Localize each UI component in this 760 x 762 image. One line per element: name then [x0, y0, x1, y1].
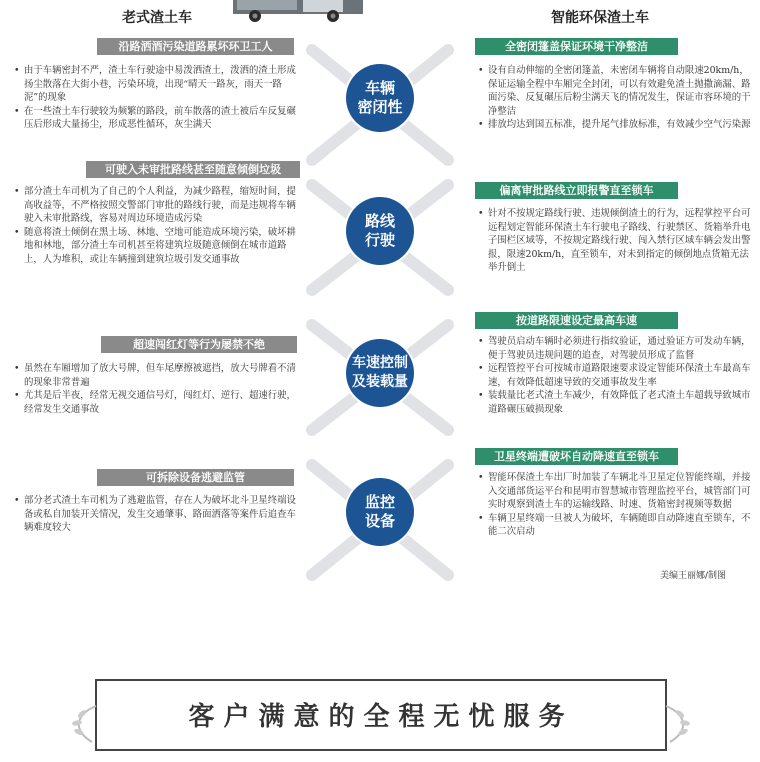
list-item: • 装载量比老式渣土车减少，有效降低了老式渣土车超载导致城市道路碾压破损现象 [478, 389, 752, 416]
credit-text: 美编王丽娜/制图 [660, 571, 727, 581]
footer-slogan: 客户满意的全程无忧服务 [188, 702, 574, 732]
list-item: • 智能环保渣土车出厂时加装了车辆北斗卫星定位智能终端，并接入交通部货运平台和昆明市智慧城市管理监控平台，城管部门可实时观察到渣土车的运输线路、时速、货箱密封视频等数据 [478, 471, 752, 512]
left-banner-route: 可驶入未审批路线甚至随意倾倒垃圾 [86, 161, 300, 178]
right-list-speed [478, 335, 752, 417]
list-item: • 远程管控平台可按城市道路限速要求设定智能环保渣土车最高车速，有效降低超速导致的交通事故发生率 [478, 362, 752, 389]
left-list-sealing [14, 64, 304, 132]
list-item: • 部分老式渣土车司机为了逃避监管，存在人为破坏北斗卫星终端设备或私自加装开关情况，发生交通肇事、路面洒落等案件后追查车辆难度较大 [14, 494, 304, 535]
right-banner-speed: 按道路限速设定最高车速 [475, 312, 678, 329]
left-list-speed [14, 362, 304, 416]
list-item: • 部分渣土车司机为了自己的个人利益，为减少路程，缩短时间，提高收益等，不严格按照交警部门审批的路线行驶，而是违规将车辆驶入未审批路线，容易对周边环境造成污染 [14, 185, 304, 226]
list-item: • 在一些渣土车行驶较为频繁的路段，前车散落的渣土被后车反复碾压后形成大量扬尘，形成恶性循环，灰尘满天 [14, 105, 304, 132]
left-column-title: 老式渣土车 [122, 10, 192, 26]
list-item: • 尤其是后半夜，经常无视交通信号灯，闯红灯、逆行、超速行驶，经常发生交通事故 [14, 389, 304, 416]
badge-sealing: 车辆 密闭性 [346, 64, 414, 132]
list-item: • 随意将渣土倾倒在黑土场、林地、空地可能造成环境污染，破坏耕地和林地，部分渣土车司机甚至将建筑垃圾随意倾倒在城市道路上，人为堆积，或让车辆撞到建筑垃圾引发交通事故 [14, 226, 304, 267]
left-list-route [14, 185, 304, 267]
list-item: • 针对不按规定路线行驶、违规倾倒渣土的行为，远程掌控平台可远程划定智能环保渣土车行驶电子路线、行驶禁区、货箱举升电子围栏区域等，不按规定路线行驶、闯入禁行区域车辆会发出警报，限速20km/h，直至锁车，对未到指定的倾倒地点货箱无法举升倒土 [478, 207, 752, 275]
list-item: • 驾驶员启动车辆时必须进行指纹验证，通过验证方可发动车辆，便于驾驶员违规问题的追查，对驾驶员形成了监督 [478, 335, 752, 362]
right-list-monitor [478, 471, 752, 539]
list-item: • 虽然在车厢增加了放大号牌，但车尾摩擦被遮挡，放大号牌看不清的现象非常普遍 [14, 362, 304, 389]
truck-image [233, 0, 363, 22]
right-list-sealing [478, 64, 752, 132]
right-banner-route: 偏离审批路线立即报警直至锁车 [475, 182, 678, 199]
left-banner-monitor: 可拆除设备逃避监管 [97, 469, 294, 486]
right-banner-sealing: 全密闭篷盖保证环境干净整洁 [475, 38, 678, 55]
badge-speed-load: 车速控制 及装载量 [346, 339, 414, 407]
list-item: • 设有自动伸缩的全密闭篷盖，未密闭车辆将自动限速20km/h，保证运输全程中车厢完全封闭，可以有效避免渣土抛撒滴漏、路面污染、反复碾压后粉尘满天飞的情况发生，保证市容环境的干净整洁 [478, 64, 752, 118]
badge-monitor: 监控 设备 [346, 478, 414, 546]
left-banner-speed: 超速闯红灯等行为屡禁不绝 [101, 336, 297, 353]
list-item: • 排放均达到国五标准，提升尾气排放标准，有效减少空气污染源 [478, 118, 752, 132]
right-list-route [478, 207, 752, 275]
badge-route: 路线 行驶 [346, 197, 414, 265]
right-column-title: 智能环保渣土车 [551, 10, 649, 26]
list-item: • 车辆卫星终端一旦被人为破坏，车辆随即自动降速直至锁车，不能二次启动 [478, 512, 752, 539]
left-banner-sealing: 沿路洒酒污染道路累坏环卫工人 [97, 38, 294, 55]
left-list-monitor [14, 494, 304, 535]
list-item: • 由于车辆密封不严，渣土车行驶途中易泼洒渣土，泼洒的渣土形成扬尘散落在大街小巷，污染环境，出现“晴天一路灰，雨天一路泥”的现象 [14, 64, 304, 105]
right-banner-monitor: 卫星终端遭破坏自动降速直至锁车 [475, 448, 678, 465]
